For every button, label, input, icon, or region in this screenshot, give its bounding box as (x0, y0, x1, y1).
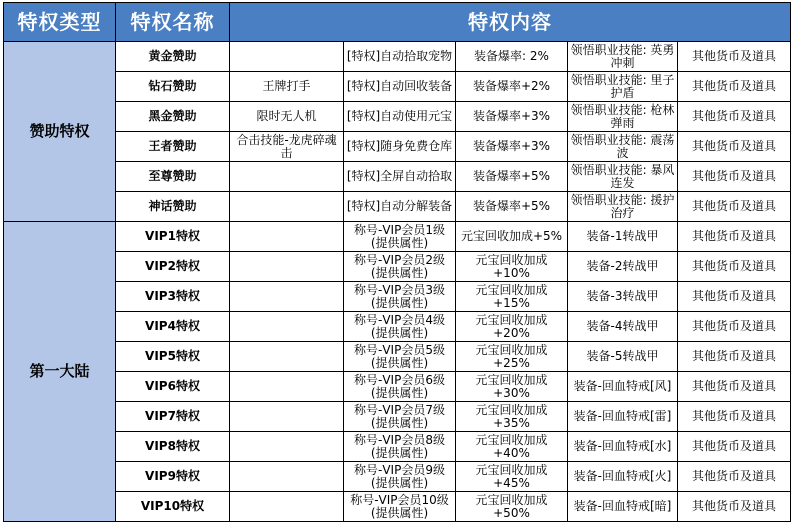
content-cell-5: 其他货币及道具 (678, 432, 791, 462)
header-row (4, 3, 791, 42)
content-cell-3: 装备爆率+3% (456, 132, 568, 162)
content-cell-3: 装备爆率+5% (456, 192, 568, 222)
content-cell-4: 装备-回血特戒[火] (568, 462, 678, 492)
content-cell-5: 其他货币及道具 (678, 492, 791, 522)
content-cell-4: 领悟职业技能: 枪林弹雨 (568, 102, 678, 132)
content-cell-1 (230, 492, 344, 522)
privilege-name-cell: 神话赞助 (116, 192, 230, 222)
header-content: 特权内容 (230, 3, 791, 42)
content-cell-2: 称号-VIP会员9级(提供属性) (344, 462, 456, 492)
content-cell-1 (230, 462, 344, 492)
content-cell-1 (230, 402, 344, 432)
privilege-name-cell: VIP3特权 (116, 282, 230, 312)
table-row (4, 402, 791, 432)
table-body (4, 42, 791, 522)
content-cell-2: [特权]自动拾取宠物 (344, 42, 456, 72)
content-cell-3: 装备爆率+3% (456, 102, 568, 132)
privilege-name-cell: 黄金赞助 (116, 42, 230, 72)
privilege-table (3, 2, 791, 522)
content-cell-1 (230, 192, 344, 222)
content-cell-2: 称号-VIP会员1级(提供属性) (344, 222, 456, 252)
content-cell-1 (230, 312, 344, 342)
table-row (4, 42, 791, 72)
content-cell-2: [特权]自动回收装备 (344, 72, 456, 102)
content-cell-3: 元宝回收加成+40% (456, 432, 568, 462)
content-cell-4: 装备-回血特戒[风] (568, 372, 678, 402)
table-row (4, 132, 791, 162)
content-cell-5: 其他货币及道具 (678, 132, 791, 162)
table-row (4, 162, 791, 192)
table-row (4, 372, 791, 402)
content-cell-4: 装备-4转战甲 (568, 312, 678, 342)
table-row (4, 312, 791, 342)
privilege-name-cell: VIP7特权 (116, 402, 230, 432)
table-row (4, 432, 791, 462)
content-cell-5: 其他货币及道具 (678, 162, 791, 192)
content-cell-3: 元宝回收加成+30% (456, 372, 568, 402)
category-cell: 第一大陆 (4, 222, 116, 522)
content-cell-3: 元宝回收加成+20% (456, 312, 568, 342)
privilege-name-cell: VIP10特权 (116, 492, 230, 522)
content-cell-1 (230, 252, 344, 282)
content-cell-3: 元宝回收加成+25% (456, 342, 568, 372)
privilege-name-cell: 黑金赞助 (116, 102, 230, 132)
privilege-name-cell: 王者赞助 (116, 132, 230, 162)
table-row (4, 342, 791, 372)
content-cell-1: 合击技能-龙虎碎魂击 (230, 132, 344, 162)
content-cell-2: [特权]自动使用元宝 (344, 102, 456, 132)
content-cell-2: [特权]自动分解装备 (344, 192, 456, 222)
content-cell-1: 王牌打手 (230, 72, 344, 102)
content-cell-3: 元宝回收加成+50% (456, 492, 568, 522)
privilege-name-cell: VIP9特权 (116, 462, 230, 492)
content-cell-1 (230, 372, 344, 402)
content-cell-4: 领悟职业技能: 里子护盾 (568, 72, 678, 102)
table-row (4, 102, 791, 132)
content-cell-5: 其他货币及道具 (678, 372, 791, 402)
content-cell-2: 称号-VIP会员10级(提供属性) (344, 492, 456, 522)
table-row (4, 462, 791, 492)
content-cell-3: 装备爆率+5% (456, 162, 568, 192)
content-cell-5: 其他货币及道具 (678, 342, 791, 372)
content-cell-2: 称号-VIP会员3级(提供属性) (344, 282, 456, 312)
content-cell-1 (230, 432, 344, 462)
content-cell-4: 装备-3转战甲 (568, 282, 678, 312)
content-cell-5: 其他货币及道具 (678, 72, 791, 102)
table-row (4, 222, 791, 252)
content-cell-3: 元宝回收加成+5% (456, 222, 568, 252)
privilege-name-cell: VIP4特权 (116, 312, 230, 342)
content-cell-5: 其他货币及道具 (678, 222, 791, 252)
content-cell-2: 称号-VIP会员5级(提供属性) (344, 342, 456, 372)
table-row (4, 282, 791, 312)
content-cell-1 (230, 222, 344, 252)
content-cell-1: 限时无人机 (230, 102, 344, 132)
content-cell-5: 其他货币及道具 (678, 402, 791, 432)
content-cell-4: 装备-回血特戒[暗] (568, 492, 678, 522)
table-row (4, 492, 791, 522)
privilege-name-cell: VIP6特权 (116, 372, 230, 402)
header-type: 特权类型 (4, 3, 116, 42)
content-cell-5: 其他货币及道具 (678, 42, 791, 72)
content-cell-4: 领悟职业技能: 援护治疗 (568, 192, 678, 222)
table-row (4, 192, 791, 222)
content-cell-4: 领悟职业技能: 英勇冲刺 (568, 42, 678, 72)
content-cell-2: 称号-VIP会员7级(提供属性) (344, 402, 456, 432)
content-cell-5: 其他货币及道具 (678, 312, 791, 342)
header-name: 特权名称 (116, 3, 230, 42)
content-cell-2: [特权]全屏自动拾取 (344, 162, 456, 192)
table-row (4, 252, 791, 282)
content-cell-2: 称号-VIP会员2级(提供属性) (344, 252, 456, 282)
content-cell-5: 其他货币及道具 (678, 252, 791, 282)
content-cell-4: 装备-2转战甲 (568, 252, 678, 282)
category-cell: 赞助特权 (4, 42, 116, 222)
content-cell-2: [特权]随身免费仓库 (344, 132, 456, 162)
content-cell-2: 称号-VIP会员6级(提供属性) (344, 372, 456, 402)
privilege-name-cell: VIP5特权 (116, 342, 230, 372)
table-row (4, 72, 791, 102)
privilege-name-cell: VIP8特权 (116, 432, 230, 462)
content-cell-1 (230, 42, 344, 72)
content-cell-3: 装备爆率+2% (456, 72, 568, 102)
content-cell-3: 元宝回收加成+10% (456, 252, 568, 282)
privilege-name-cell: 至尊赞助 (116, 162, 230, 192)
content-cell-2: 称号-VIP会员4级(提供属性) (344, 312, 456, 342)
content-cell-4: 领悟职业技能: 暴风连发 (568, 162, 678, 192)
content-cell-4: 装备-1转战甲 (568, 222, 678, 252)
content-cell-3: 元宝回收加成+45% (456, 462, 568, 492)
content-cell-2: 称号-VIP会员8级(提供属性) (344, 432, 456, 462)
content-cell-1 (230, 162, 344, 192)
privilege-name-cell: 钻石赞助 (116, 72, 230, 102)
content-cell-1 (230, 342, 344, 372)
content-cell-4: 装备-回血特戒[雷] (568, 402, 678, 432)
content-cell-5: 其他货币及道具 (678, 462, 791, 492)
privilege-name-cell: VIP1特权 (116, 222, 230, 252)
content-cell-4: 领悟职业技能: 震荡波 (568, 132, 678, 162)
content-cell-3: 元宝回收加成+35% (456, 402, 568, 432)
content-cell-3: 元宝回收加成+15% (456, 282, 568, 312)
content-cell-4: 装备-回血特戒[水] (568, 432, 678, 462)
content-cell-5: 其他货币及道具 (678, 102, 791, 132)
content-cell-5: 其他货币及道具 (678, 192, 791, 222)
content-cell-4: 装备-5转战甲 (568, 342, 678, 372)
privilege-name-cell: VIP2特权 (116, 252, 230, 282)
content-cell-5: 其他货币及道具 (678, 282, 791, 312)
content-cell-3: 装备爆率: 2% (456, 42, 568, 72)
content-cell-1 (230, 282, 344, 312)
